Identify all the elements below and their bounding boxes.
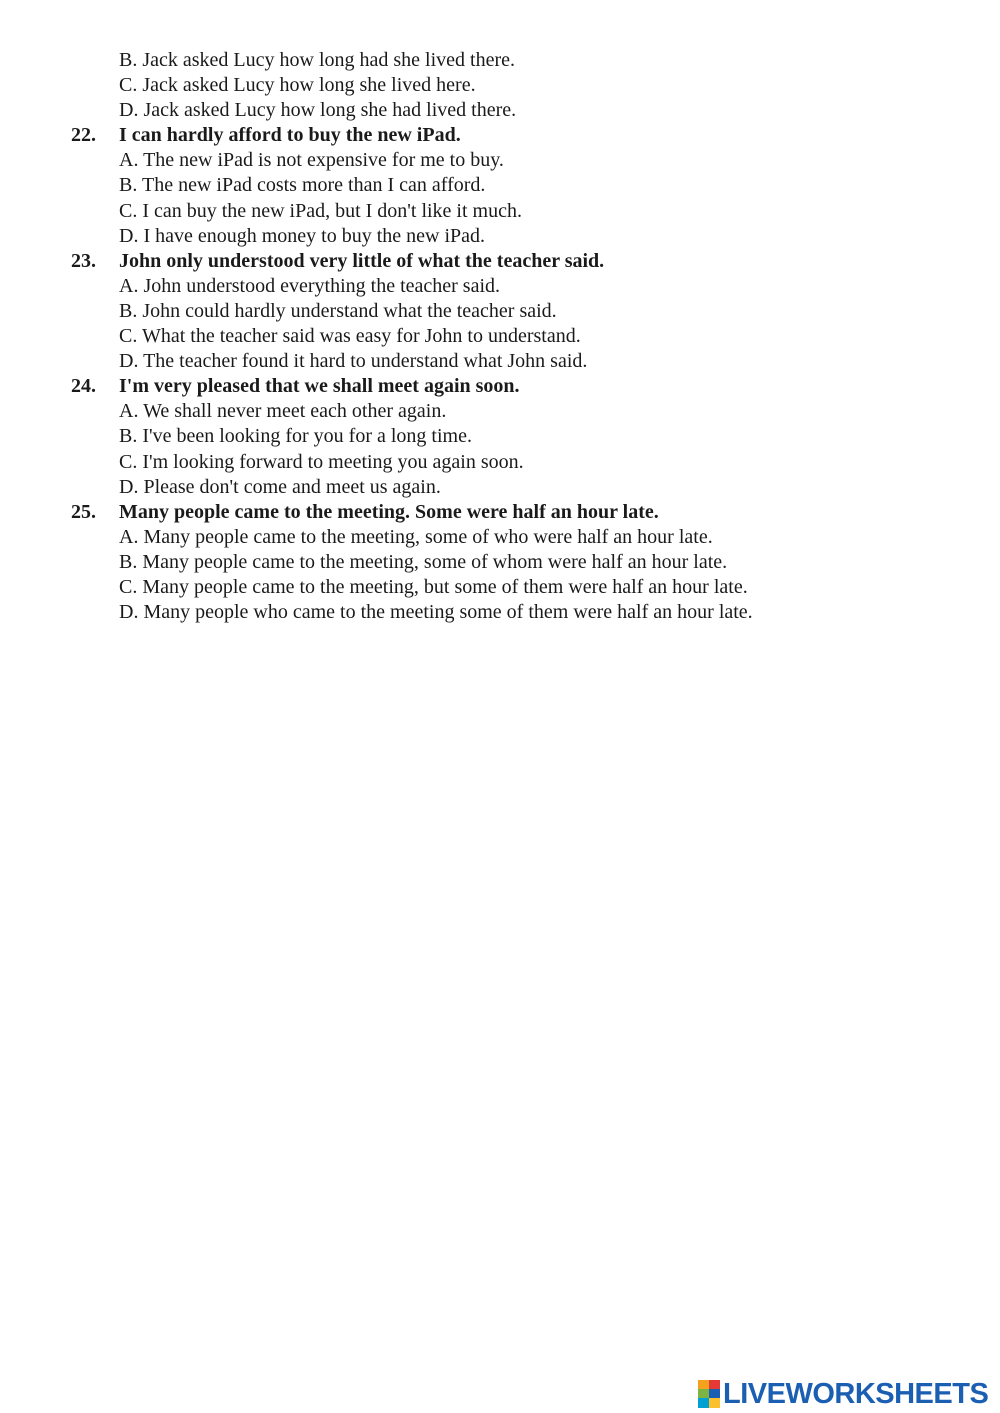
question-23-number: 23. xyxy=(71,249,96,272)
worksheet-content xyxy=(0,48,1000,625)
option-25-d: D. Many people who came to the meeting some of them were half an hour late. xyxy=(119,601,753,624)
question-23-text: John only understood very little of what the teacher said. xyxy=(119,249,605,272)
question-25-text: Many people came to the meeting. Some were half an hour late. xyxy=(119,500,659,523)
option-24-d: D. Please don't come and meet us again. xyxy=(119,475,441,498)
question-22-prompt xyxy=(0,123,1000,148)
option-23-d: D. The teacher found it hard to understand what John said. xyxy=(119,350,588,373)
question-24-number: 24. xyxy=(71,375,96,398)
option-24-a: A. We shall never meet each other again. xyxy=(119,400,447,423)
option-25-c: C. Many people came to the meeting, but some of them were half an hour late. xyxy=(119,575,748,598)
option-23-b: B. John could hardly understand what the teacher said. xyxy=(119,299,557,322)
question-25-prompt xyxy=(0,500,1000,525)
question-24-text: I'm very pleased that we shall meet again soon. xyxy=(119,375,520,398)
option-21-d: D. Jack asked Lucy how long she had lived there. xyxy=(119,99,517,122)
question-23-prompt xyxy=(0,249,1000,274)
option-22-a: A. The new iPad is not expensive for me to buy. xyxy=(119,149,504,172)
question-22-text: I can hardly afford to buy the new iPad. xyxy=(119,124,461,147)
option-23-a: A. John understood everything the teacher said. xyxy=(119,274,501,297)
question-25-number: 25. xyxy=(71,500,96,523)
option-21-c: C. Jack asked Lucy how long she lived here. xyxy=(119,74,476,97)
option-22-d: D. I have enough money to buy the new iPad. xyxy=(119,224,486,247)
option-25-a: A. Many people came to the meeting, some of who were half an hour late. xyxy=(119,525,713,548)
option-25-b: B. Many people came to the meeting, some of whom were half an hour late. xyxy=(119,550,728,573)
question-22-number: 22. xyxy=(71,124,96,147)
option-24-b: B. I've been looking for you for a long time. xyxy=(119,425,472,448)
liveworksheets-logo-icon xyxy=(698,1380,720,1408)
option-21-b: B. Jack asked Lucy how long had she lived there. xyxy=(119,49,516,71)
option-24-c: C. I'm looking forward to meeting you again soon. xyxy=(119,450,524,473)
option-23-c: C. What the teacher said was easy for John to understand. xyxy=(119,325,581,348)
option-22-c: C. I can buy the new iPad, but I don't like it much. xyxy=(119,199,522,222)
option-22-b: B. The new iPad costs more than I can afford. xyxy=(119,174,486,197)
liveworksheets-logo xyxy=(698,1377,988,1411)
question-24-prompt xyxy=(0,374,1000,399)
logo-text: LIVEWORKSHEETS xyxy=(723,1378,989,1410)
